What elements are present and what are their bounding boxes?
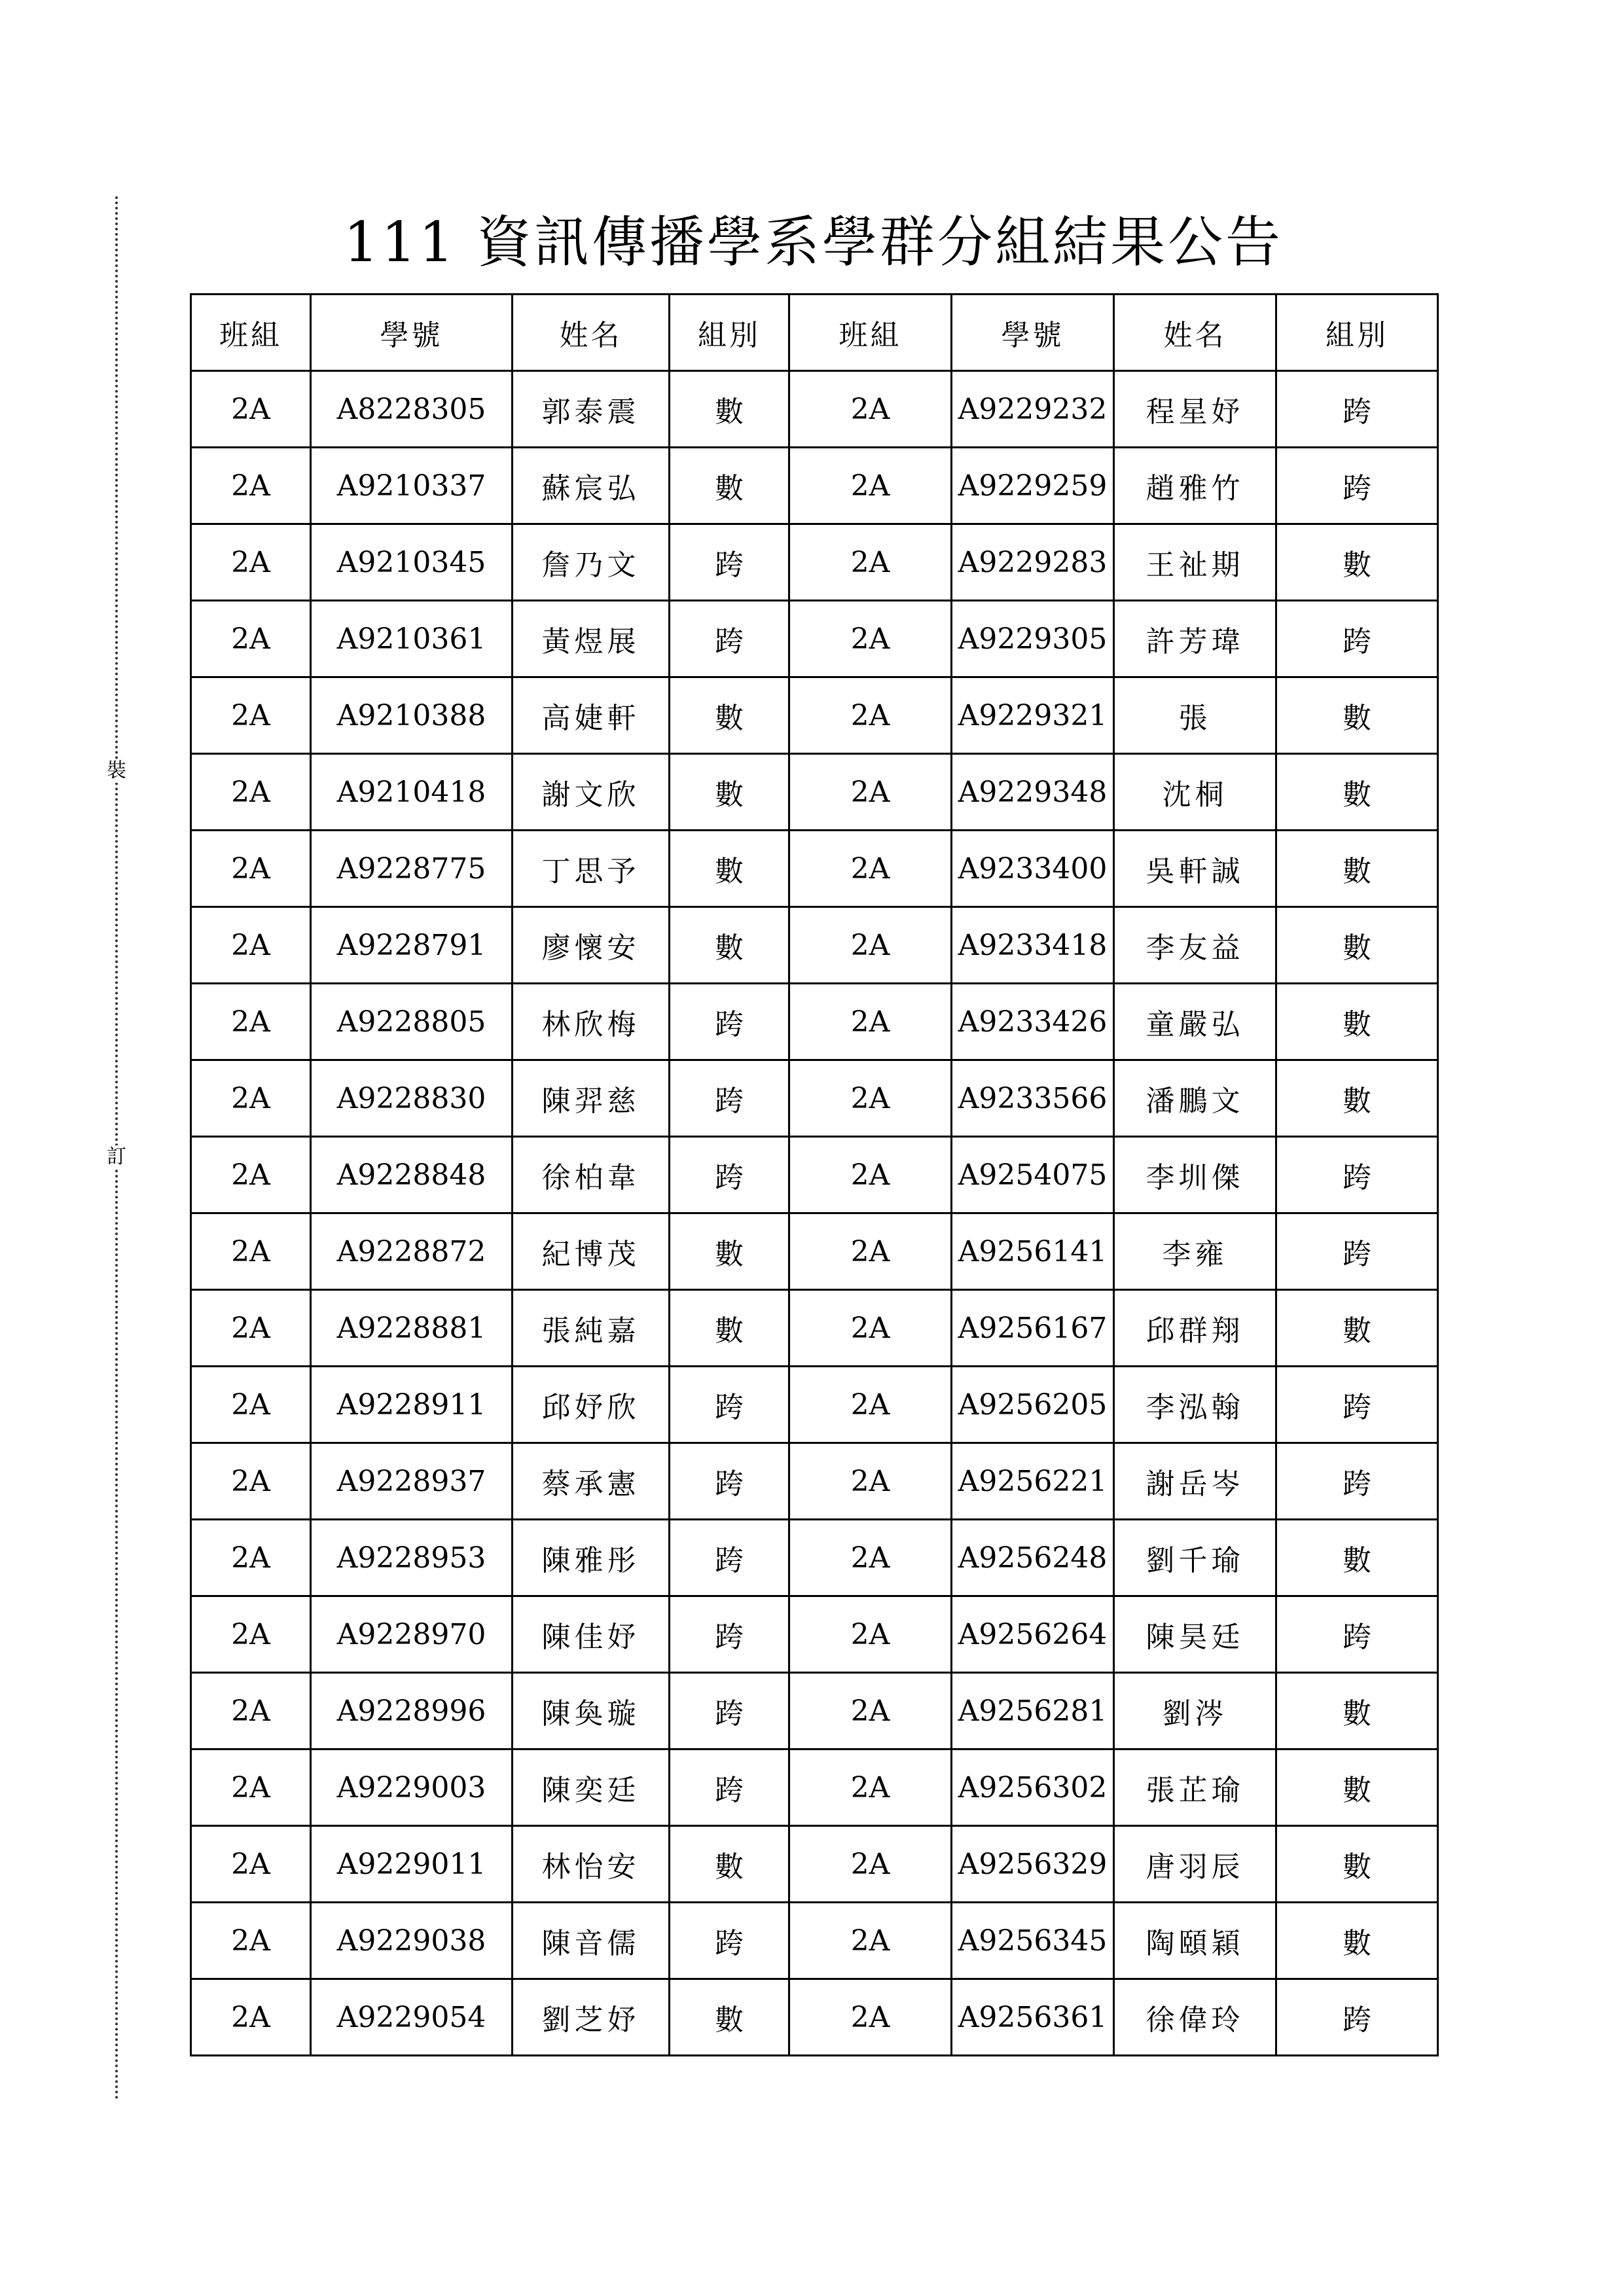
cell-name: 程星妤 — [1114, 371, 1276, 448]
cell-name: 高婕軒 — [513, 677, 670, 754]
cell-student-id: A9228881 — [311, 1290, 513, 1367]
cell-student-id: A9229011 — [311, 1826, 513, 1903]
cell-class: 2A — [789, 1749, 952, 1826]
cell-name: 李友益 — [1114, 907, 1276, 984]
cell-class: 2A — [191, 1060, 311, 1137]
cell-group: 數 — [1276, 1060, 1438, 1137]
cell-name: 陳雅彤 — [513, 1520, 670, 1596]
cell-student-id: A9229232 — [952, 371, 1114, 448]
cell-group: 數 — [670, 677, 789, 754]
table-row — [191, 1443, 1438, 1520]
cell-class: 2A — [789, 371, 952, 448]
cell-class: 2A — [191, 1749, 311, 1826]
cell-student-id: A9256141 — [952, 1213, 1114, 1290]
cell-group: 跨 — [670, 1443, 789, 1520]
cell-class: 2A — [191, 524, 311, 601]
header-student-id: 學號 — [952, 295, 1114, 371]
cell-group: 跨 — [1276, 601, 1438, 677]
cell-student-id: A9228872 — [311, 1213, 513, 1290]
cell-class: 2A — [191, 754, 311, 831]
cell-class: 2A — [191, 907, 311, 984]
cell-name: 陶頤穎 — [1114, 1903, 1276, 1979]
cell-group: 數 — [670, 448, 789, 524]
cell-class: 2A — [191, 601, 311, 677]
table-row — [191, 1367, 1438, 1443]
header-class: 班組 — [191, 295, 311, 371]
table-row — [191, 1979, 1438, 2056]
cell-student-id: A9233400 — [952, 831, 1114, 907]
cell-class: 2A — [789, 1596, 952, 1673]
cell-name: 陳羿慈 — [513, 1060, 670, 1137]
cell-group: 數 — [670, 831, 789, 907]
cell-name: 廖懷安 — [513, 907, 670, 984]
cell-student-id: A9210388 — [311, 677, 513, 754]
cell-class: 2A — [789, 1367, 952, 1443]
table-row — [191, 1749, 1438, 1826]
binding-label-ding: 訂 — [105, 1145, 128, 1169]
cell-name: 謝岳岑 — [1114, 1443, 1276, 1520]
cell-class: 2A — [191, 371, 311, 448]
cell-name: 邱群翔 — [1114, 1290, 1276, 1367]
cell-class: 2A — [191, 1290, 311, 1367]
cell-student-id: A9210418 — [311, 754, 513, 831]
cell-group: 數 — [1276, 1903, 1438, 1979]
page-title: 111 資訊傳播學系學群分組結果公告 — [343, 210, 1284, 274]
table-row — [191, 1290, 1438, 1367]
cell-group: 跨 — [670, 601, 789, 677]
table-row — [191, 984, 1438, 1060]
table-row — [191, 1137, 1438, 1213]
cell-group: 跨 — [1276, 1596, 1438, 1673]
cell-student-id: A9229283 — [952, 524, 1114, 601]
cell-name: 王祉期 — [1114, 524, 1276, 601]
table-header-row — [191, 295, 1438, 371]
cell-group: 跨 — [1276, 1213, 1438, 1290]
cell-group: 跨 — [670, 1367, 789, 1443]
header-class: 班組 — [789, 295, 952, 371]
cell-student-id: A9228937 — [311, 1443, 513, 1520]
binding-label-zhuang: 裝 — [105, 759, 128, 783]
cell-student-id: A9256329 — [952, 1826, 1114, 1903]
cell-student-id: A9228791 — [311, 907, 513, 984]
cell-name: 唐羽辰 — [1114, 1826, 1276, 1903]
cell-name: 徐柏韋 — [513, 1137, 670, 1213]
cell-class: 2A — [789, 1673, 952, 1749]
cell-group: 數 — [670, 1826, 789, 1903]
cell-student-id: A9233566 — [952, 1060, 1114, 1137]
cell-class: 2A — [191, 984, 311, 1060]
cell-name: 林怡安 — [513, 1826, 670, 1903]
cell-name: 郭泰震 — [513, 371, 670, 448]
cell-class: 2A — [191, 1137, 311, 1213]
cell-group: 數 — [1276, 754, 1438, 831]
cell-class: 2A — [191, 831, 311, 907]
table-row — [191, 1903, 1438, 1979]
cell-group: 跨 — [670, 1749, 789, 1826]
cell-group: 跨 — [1276, 1979, 1438, 2056]
cell-group: 跨 — [670, 1137, 789, 1213]
cell-name: 丁思予 — [513, 831, 670, 907]
table-row — [191, 601, 1438, 677]
table-row — [191, 1520, 1438, 1596]
cell-class: 2A — [191, 1826, 311, 1903]
cell-student-id: A9256281 — [952, 1673, 1114, 1749]
table-row — [191, 1213, 1438, 1290]
cell-student-id: A9229305 — [952, 601, 1114, 677]
table-row — [191, 1060, 1438, 1137]
cell-group: 跨 — [670, 1520, 789, 1596]
cell-group: 數 — [1276, 831, 1438, 907]
cell-name: 張 — [1114, 677, 1276, 754]
cell-student-id: A9233426 — [952, 984, 1114, 1060]
cell-class: 2A — [789, 1979, 952, 2056]
cell-group: 數 — [670, 754, 789, 831]
cell-name: 張芷瑜 — [1114, 1749, 1276, 1826]
cell-name: 張純嘉 — [513, 1290, 670, 1367]
cell-class: 2A — [789, 1443, 952, 1520]
table-row — [191, 754, 1438, 831]
cell-student-id: A8228305 — [311, 371, 513, 448]
cell-group: 數 — [1276, 1749, 1438, 1826]
cell-group: 跨 — [670, 524, 789, 601]
cell-class: 2A — [191, 1673, 311, 1749]
header-student-id: 學號 — [311, 295, 513, 371]
cell-group: 跨 — [1276, 1367, 1438, 1443]
cell-group: 數 — [1276, 1290, 1438, 1367]
cell-name: 劉芝妤 — [513, 1979, 670, 2056]
table-row — [191, 677, 1438, 754]
cell-name: 黃煜展 — [513, 601, 670, 677]
cell-name: 林欣梅 — [513, 984, 670, 1060]
table-row — [191, 1673, 1438, 1749]
cell-name: 詹乃文 — [513, 524, 670, 601]
cell-group: 數 — [1276, 677, 1438, 754]
cell-class: 2A — [191, 1443, 311, 1520]
cell-class: 2A — [191, 677, 311, 754]
cell-class: 2A — [789, 1137, 952, 1213]
cell-student-id: A9256221 — [952, 1443, 1114, 1520]
cell-name: 李泓翰 — [1114, 1367, 1276, 1443]
cell-group: 跨 — [1276, 371, 1438, 448]
cell-name: 李圳傑 — [1114, 1137, 1276, 1213]
cell-student-id: A9256302 — [952, 1749, 1114, 1826]
cell-student-id: A9256345 — [952, 1903, 1114, 1979]
cell-name: 劉涔 — [1114, 1673, 1276, 1749]
cell-class: 2A — [789, 1060, 952, 1137]
cell-name: 潘鵬文 — [1114, 1060, 1276, 1137]
cell-name: 沈桐 — [1114, 754, 1276, 831]
table-row — [191, 371, 1438, 448]
cell-student-id: A9229259 — [952, 448, 1114, 524]
cell-group: 跨 — [670, 1673, 789, 1749]
cell-name: 吳軒誠 — [1114, 831, 1276, 907]
cell-group: 數 — [1276, 1520, 1438, 1596]
table-row — [191, 907, 1438, 984]
cell-class: 2A — [789, 754, 952, 831]
cell-student-id: A9256248 — [952, 1520, 1114, 1596]
cell-group: 數 — [1276, 1673, 1438, 1749]
table-row — [191, 1596, 1438, 1673]
cell-student-id: A9229321 — [952, 677, 1114, 754]
group-result-table — [190, 293, 1439, 2056]
cell-group: 跨 — [1276, 1137, 1438, 1213]
cell-name: 蘇宸弘 — [513, 448, 670, 524]
cell-student-id: A9228805 — [311, 984, 513, 1060]
cell-class: 2A — [191, 1367, 311, 1443]
cell-student-id: A9256361 — [952, 1979, 1114, 2056]
cell-name: 陳奕廷 — [513, 1749, 670, 1826]
cell-group: 數 — [1276, 524, 1438, 601]
cell-group: 數 — [670, 371, 789, 448]
cell-group: 數 — [670, 1979, 789, 2056]
cell-student-id: A9228848 — [311, 1137, 513, 1213]
cell-class: 2A — [789, 677, 952, 754]
table-row — [191, 448, 1438, 524]
table-row — [191, 1826, 1438, 1903]
cell-class: 2A — [789, 1903, 952, 1979]
cell-group: 跨 — [1276, 1443, 1438, 1520]
cell-group: 跨 — [670, 1903, 789, 1979]
cell-student-id: A9256205 — [952, 1367, 1114, 1443]
cell-name: 徐偉玲 — [1114, 1979, 1276, 2056]
header-group: 組別 — [670, 295, 789, 371]
cell-class: 2A — [789, 907, 952, 984]
cell-student-id: A9233418 — [952, 907, 1114, 984]
cell-group: 數 — [1276, 984, 1438, 1060]
cell-class: 2A — [789, 1213, 952, 1290]
cell-student-id: A9210337 — [311, 448, 513, 524]
cell-class: 2A — [191, 1213, 311, 1290]
cell-name: 陳奐璇 — [513, 1673, 670, 1749]
cell-class: 2A — [191, 1903, 311, 1979]
cell-name: 陳音儒 — [513, 1903, 670, 1979]
cell-student-id: A9228996 — [311, 1673, 513, 1749]
cell-class: 2A — [191, 1520, 311, 1596]
cell-name: 許芳瑋 — [1114, 601, 1276, 677]
cell-student-id: A9228911 — [311, 1367, 513, 1443]
cell-student-id: A9210361 — [311, 601, 513, 677]
cell-student-id: A9210345 — [311, 524, 513, 601]
cell-group: 數 — [670, 1213, 789, 1290]
cell-student-id: A9229003 — [311, 1749, 513, 1826]
cell-student-id: A9256167 — [952, 1290, 1114, 1367]
cell-name: 劉千瑜 — [1114, 1520, 1276, 1596]
cell-name: 李雍 — [1114, 1213, 1276, 1290]
cell-group: 跨 — [670, 1596, 789, 1673]
cell-student-id: A9228830 — [311, 1060, 513, 1137]
cell-class: 2A — [191, 1979, 311, 2056]
cell-name: 蔡承憲 — [513, 1443, 670, 1520]
table-row — [191, 524, 1438, 601]
cell-name: 童嚴弘 — [1114, 984, 1276, 1060]
cell-name: 趙雅竹 — [1114, 448, 1276, 524]
header-name: 姓名 — [1114, 295, 1276, 371]
table-row — [191, 831, 1438, 907]
cell-group: 跨 — [670, 1060, 789, 1137]
cell-class: 2A — [191, 1596, 311, 1673]
cell-name: 陳佳妤 — [513, 1596, 670, 1673]
cell-group: 數 — [1276, 1826, 1438, 1903]
cell-student-id: A9254075 — [952, 1137, 1114, 1213]
cell-class: 2A — [789, 1826, 952, 1903]
cell-group: 數 — [1276, 907, 1438, 984]
cell-group: 跨 — [670, 984, 789, 1060]
cell-student-id: A9256264 — [952, 1596, 1114, 1673]
cell-class: 2A — [789, 448, 952, 524]
header-group: 組別 — [1276, 295, 1438, 371]
cell-class: 2A — [789, 1520, 952, 1596]
cell-class: 2A — [789, 1290, 952, 1367]
cell-student-id: A9228970 — [311, 1596, 513, 1673]
cell-student-id: A9229054 — [311, 1979, 513, 2056]
cell-name: 紀博茂 — [513, 1213, 670, 1290]
cell-group: 數 — [670, 1290, 789, 1367]
cell-student-id: A9228775 — [311, 831, 513, 907]
cell-name: 邱妤欣 — [513, 1367, 670, 1443]
cell-group: 數 — [670, 907, 789, 984]
cell-class: 2A — [789, 831, 952, 907]
header-name: 姓名 — [513, 295, 670, 371]
cell-student-id: A9228953 — [311, 1520, 513, 1596]
cell-name: 陳昊廷 — [1114, 1596, 1276, 1673]
cell-class: 2A — [191, 448, 311, 524]
cell-student-id: A9229348 — [952, 754, 1114, 831]
cell-class: 2A — [789, 601, 952, 677]
cell-name: 謝文欣 — [513, 754, 670, 831]
cell-student-id: A9229038 — [311, 1903, 513, 1979]
cell-class: 2A — [789, 524, 952, 601]
cell-class: 2A — [789, 984, 952, 1060]
cell-group: 跨 — [1276, 448, 1438, 524]
